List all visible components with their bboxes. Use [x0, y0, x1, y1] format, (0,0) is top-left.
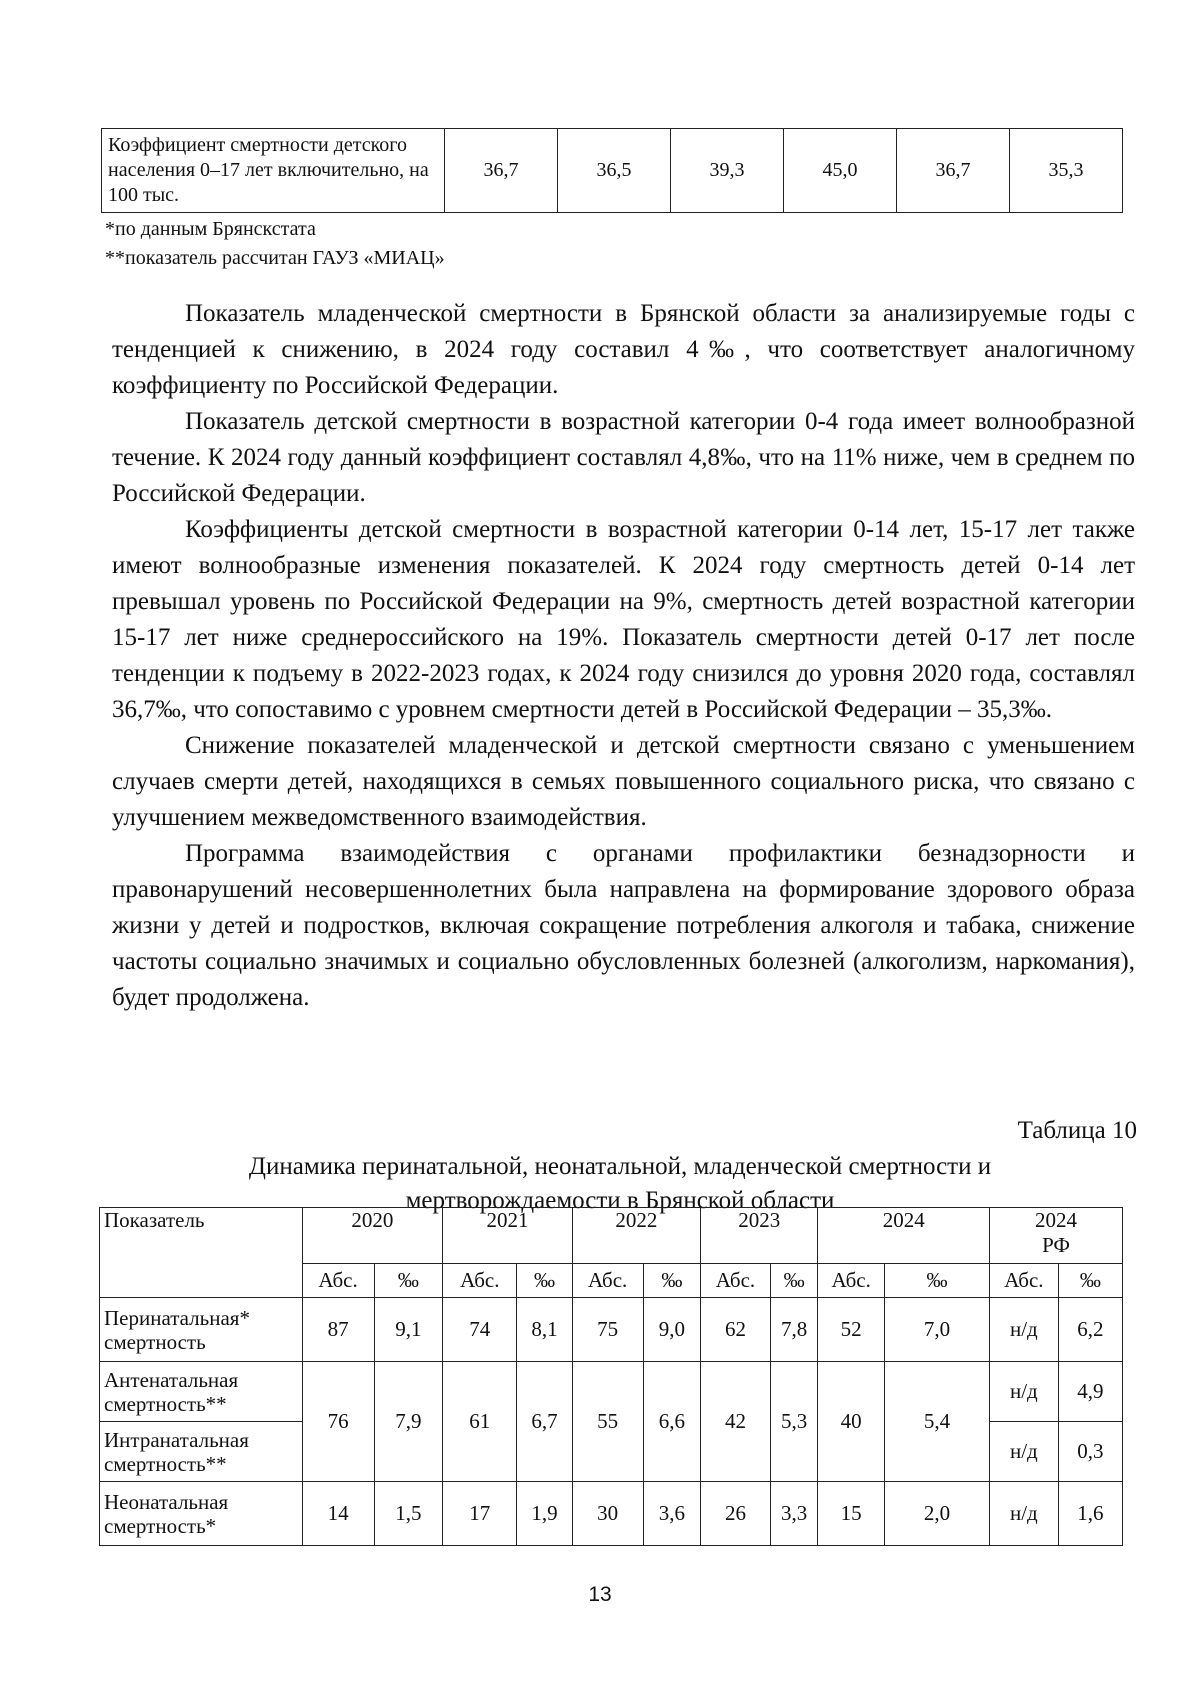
table-title: Динамика перинатальной, неонатальной, младенческой смертности и мертворождаемости в Брянской области [248, 1153, 992, 1214]
table-cell: 55 [572, 1362, 643, 1482]
header-indicator: Показатель [100, 1208, 303, 1298]
table-cell: 7,0 [884, 1298, 989, 1362]
table-cell: 7,9 [374, 1362, 443, 1482]
footnote: *по данным Брянскстата [105, 218, 316, 240]
body-text [112, 296, 1135, 1016]
table-cell: 7,8 [770, 1298, 818, 1362]
header-year: 2021 [443, 1208, 573, 1264]
table-cell: 8,1 [517, 1298, 572, 1362]
header-abs: Абс. [302, 1264, 374, 1298]
table-cell: 14 [302, 1482, 374, 1546]
header-permille: ‰ [770, 1264, 818, 1298]
table-cell: 6,2 [1058, 1298, 1122, 1362]
table-cell: 3,6 [643, 1482, 701, 1546]
row-label: Перинатальная* смертность [100, 1298, 303, 1362]
table-cell: 61 [443, 1362, 517, 1482]
table-cell: 36,7 [445, 129, 558, 213]
table-row [102, 129, 1123, 213]
mortality-rate-table [101, 128, 1123, 213]
table-cell: 1,9 [517, 1482, 572, 1546]
table-cell: н/д [990, 1298, 1059, 1362]
paragraph: Показатель младенческой смертности в Брянской области за анализируемые годы с тенденцией к снижению, в 2024 году составил 4‰, что соответствует аналогичному коэффициенту по Российской Федерации. [112, 300, 1135, 399]
footnote: **показатель рассчитан ГАУЗ «МИАЦ» [105, 247, 445, 269]
perinatal-mortality-table [99, 1207, 1123, 1546]
table-cell: н/д [990, 1362, 1059, 1422]
row-label: Интранатальная смертность** [100, 1422, 303, 1482]
header-year: 2020 [302, 1208, 443, 1264]
table-cell: 0,3 [1058, 1422, 1122, 1482]
paragraph: Показатель детской смертности в возрастной категории 0-4 года имеет волнообразной течение. К 2024 году данный коэффициент составлял 4,8‰, что на 11% ниже, чем в среднем по Российской Федерации. [112, 408, 1135, 507]
table-cell: н/д [990, 1482, 1059, 1546]
table-cell: 1,5 [374, 1482, 443, 1546]
table-cell: 6,6 [643, 1362, 701, 1482]
table-cell: 36,5 [558, 129, 671, 213]
table-cell: 5,3 [770, 1362, 818, 1482]
table-cell: 75 [572, 1298, 643, 1362]
header-year: 2022 [572, 1208, 700, 1264]
table-cell: 76 [302, 1362, 374, 1482]
table-cell: 26 [701, 1482, 771, 1546]
table-cell: 2,0 [884, 1482, 989, 1546]
row-label: Коэффициент смертности детского населения 0–17 лет включительно, на 100 тыс. [102, 129, 445, 213]
header-permille: ‰ [517, 1264, 572, 1298]
row-label: Неонатальная смертность* [100, 1482, 303, 1546]
table-cell: 3,3 [770, 1482, 818, 1546]
header-rf [990, 1208, 1123, 1264]
table-cell: 15 [818, 1482, 884, 1546]
table-header-row [100, 1208, 1123, 1264]
header-permille: ‰ [643, 1264, 701, 1298]
table-cell: 40 [818, 1362, 884, 1482]
header-year: 2023 [701, 1208, 818, 1264]
header-rf-year: 2024 [1035, 1208, 1078, 1232]
header-permille: ‰ [1058, 1264, 1122, 1298]
paragraph: Программа взаимодействия с органами профилактики безнадзорности и правонарушений несовершеннолетних была направлена на формирование здорового образа жизни у детей и подростков, включая сокращение потребления алкоголя и табака, снижение частоты социально значимых и социально обусловленных болезней (алкоголизм, наркомания), будет продолжена. [112, 840, 1135, 1011]
table-cell: 45,0 [784, 129, 897, 213]
table-cell: 52 [818, 1298, 884, 1362]
table-row [100, 1362, 1123, 1422]
table-cell: 39,3 [671, 129, 784, 213]
table-cell: 30 [572, 1482, 643, 1546]
table-cell: 17 [443, 1482, 517, 1546]
row-label: Антенатальная смертность** [100, 1362, 303, 1422]
header-permille: ‰ [374, 1264, 443, 1298]
table-number: Таблица 10 [1017, 1117, 1137, 1144]
header-abs: Абс. [990, 1264, 1059, 1298]
page-number: 13 [588, 1583, 612, 1606]
table-cell: 6,7 [517, 1362, 572, 1482]
table-cell: 87 [302, 1298, 374, 1362]
paragraph: Коэффициенты детской смертности в возрастной категории 0-14 лет, 15-17 лет также имеют волнообразные изменения показателей. К 2024 году смертность детей 0-14 лет превышал уровень по Российской Федерации на 9%, смертность детей возрастной категории 15-17 лет ниже среднероссийского на 19%. Показатель смертности детей 0-17 лет после тенденции к подъему в 2022-2023 годах, к 2024 году снизился до уровня 2020 года, составлял 36,7‰, что сопоставимо с уровнем смертности детей в Российской Федерации – 35,3‰. [112, 516, 1135, 723]
table-footnotes [105, 215, 445, 273]
table-cell: 42 [701, 1362, 771, 1482]
header-abs: Абс. [443, 1264, 517, 1298]
table-cell: 9,1 [374, 1298, 443, 1362]
header-abs: Абс. [818, 1264, 884, 1298]
header-rf-label: РФ [1042, 1233, 1070, 1257]
table-cell: 9,0 [643, 1298, 701, 1362]
header-permille: ‰ [884, 1264, 989, 1298]
header-abs: Абс. [572, 1264, 643, 1298]
table-cell: 74 [443, 1298, 517, 1362]
table-row [100, 1298, 1123, 1362]
table-cell: 35,3 [1010, 129, 1123, 213]
table-cell: 36,7 [897, 129, 1010, 213]
paragraph: Снижение показателей младенческой и детской смертности связано с уменьшением случаев смерти детей, находящихся в семьях повышенного социального риска, что связано с улучшением межведомственного взаимодействия. [112, 732, 1135, 831]
header-year: 2024 [818, 1208, 990, 1264]
table-cell: 4,9 [1058, 1362, 1122, 1422]
table-cell: 1,6 [1058, 1482, 1122, 1546]
table-cell: н/д [990, 1422, 1059, 1482]
table-cell: 62 [701, 1298, 771, 1362]
table-row [100, 1482, 1123, 1546]
table-cell: 5,4 [884, 1362, 989, 1482]
header-abs: Абс. [701, 1264, 771, 1298]
